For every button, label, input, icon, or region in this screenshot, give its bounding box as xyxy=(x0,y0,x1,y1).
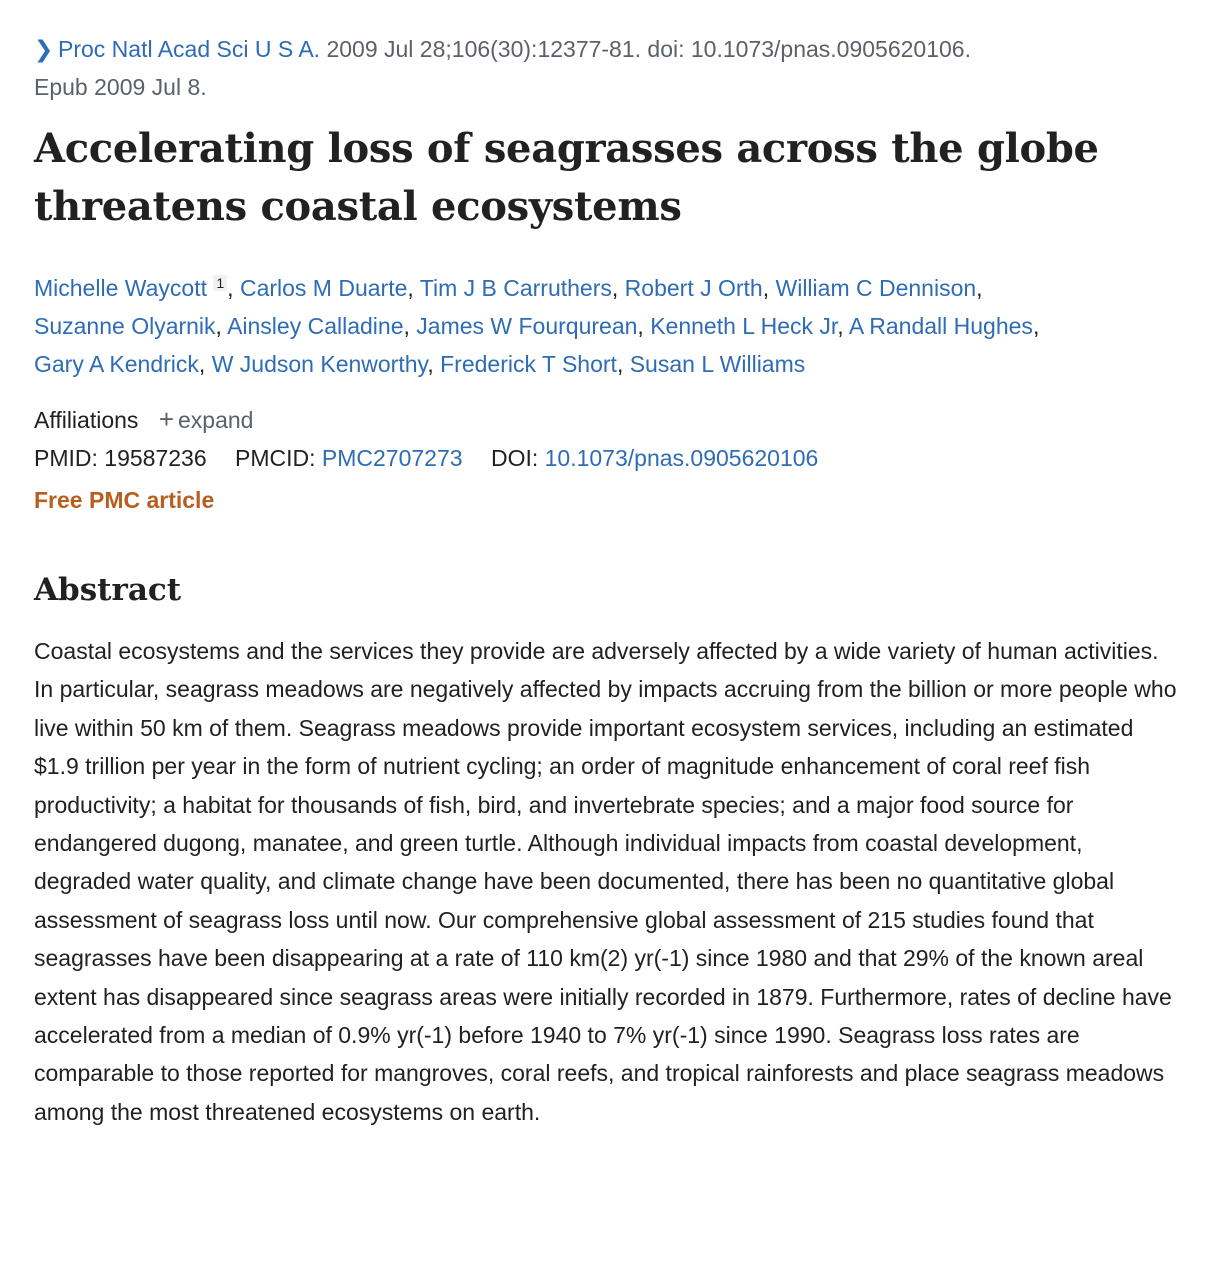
author-link[interactable]: Ainsley Calladine xyxy=(227,313,404,339)
page-title: Accelerating loss of seagrasses across the globe threatens coastal ecosystems xyxy=(34,125,1099,230)
doi-label: DOI: xyxy=(490,445,539,471)
free-pmc-badge: Free PMC article xyxy=(34,487,215,513)
author-link[interactable]: Robert J Orth xyxy=(624,275,763,301)
pmid-label: PMID: xyxy=(34,445,98,471)
doi-link[interactable]: 10.1073/pnas.0905620106 xyxy=(544,445,819,471)
author-link[interactable]: Michelle Waycott xyxy=(34,275,207,301)
author-link[interactable]: W Judson Kenworthy xyxy=(211,351,428,377)
pmid-value: 19587236 xyxy=(104,445,207,471)
identifiers-row xyxy=(34,438,1194,478)
affiliations-label: Affiliations xyxy=(34,407,139,433)
abstract-text: Coastal ecosystems and the services they provide are adversely affected by a wide variety of human activities. In particular, seagrass meadows are negatively affected by impacts accruing from the billion or more people who live within 50 km of them. Seagrass meadows provide important ecosystem services, including an estimated $1.9 trillion per year in the form of nutrient cycling; an order of magnitude enhancement of coral reef fish productivity; a habitat for thousands of fish, bird, and invertebrate species; and a major food source for endangered dugong, manatee, and green turtle. Although individual impacts from coastal development, degraded water quality, and climate change have been documented, there has been no quantitative global assessment of seagrass loss until now. Our comprehensive global assessment of 215 studies found that seagrasses have been disappearing at a rate of 110 km(2) yr(-1) since 1980 and that 29% of the known areal extent has disappeared since seagrass areas were initially recorded in 1879. Furthermore, rates of decline have accelerated from a median of 0.9% yr(-1) before 1940 to 7% yr(-1) since 1990. Seagrass loss rates are comparable to those reported for mangroves, coral reefs, and tropical rainforests and place seagrass meadows among the most threatened ecosystems on earth. xyxy=(34,638,1177,1125)
affiliations-row xyxy=(34,401,1194,438)
journal-link[interactable]: Proc Natl Acad Sci U S A. xyxy=(58,36,321,62)
plus-icon: + xyxy=(158,404,174,434)
author-link[interactable]: Susan L Williams xyxy=(629,351,806,377)
author-link[interactable]: Tim J B Carruthers xyxy=(419,275,612,301)
abstract-heading: Abstract xyxy=(34,572,182,608)
author-link[interactable]: Gary A Kendrick xyxy=(34,351,199,377)
affiliation-marker[interactable]: 1 xyxy=(213,275,227,291)
author-link[interactable]: Frederick T Short xyxy=(440,351,617,377)
author-link[interactable]: A Randall Hughes xyxy=(848,313,1033,339)
chevron-right-icon[interactable]: ❯ xyxy=(34,36,54,62)
affiliations-expand-button[interactable] xyxy=(158,404,254,434)
citation xyxy=(34,30,1194,106)
author-link[interactable]: Suzanne Olyarnik xyxy=(34,313,216,339)
author-link[interactable]: Kenneth L Heck Jr xyxy=(650,313,838,339)
author-link[interactable]: William C Dennison xyxy=(775,275,977,301)
author-list: Michelle Waycott $^1$ , Carlos M Duarte, Tim J B Carruthers, Robert J Orth, William C Dennison, Suzanne Olyarnik, Ainsley Calladine, James W Fourqurean, Kenneth L Heck Jr, A Randall Hughes, Gary A Kendrick, W Judson Kenworthy, Frederick T Short, Susan L Williams xyxy=(34,275,1040,377)
epub-date: Epub 2009 Jul 8. xyxy=(34,74,207,100)
citation-details: 2009 Jul 28;106(30):12377-81. doi: 10.1073/pnas.0905620106. xyxy=(320,36,971,62)
author-link[interactable]: James W Fourqurean xyxy=(416,313,638,339)
pmcid-link[interactable]: PMC2707273 xyxy=(321,445,463,471)
author-link[interactable]: Carlos M Duarte xyxy=(239,275,408,301)
pmcid-label: PMCID: xyxy=(235,445,316,471)
expand-label: expand xyxy=(178,407,254,433)
